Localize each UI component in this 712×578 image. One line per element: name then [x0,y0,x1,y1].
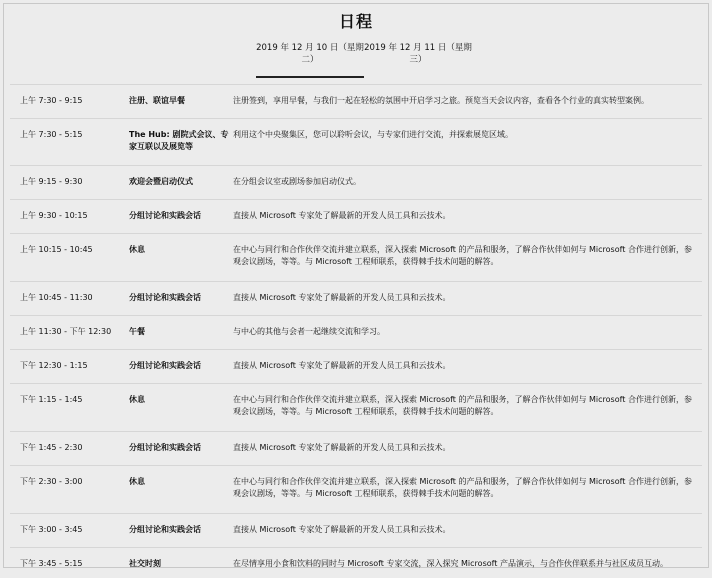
schedule-row [10,281,702,315]
schedule-row [10,315,702,349]
schedule-row [10,547,702,578]
session-time: 上午 9:30 - 10:15 [20,211,88,220]
session-time: 上午 11:30 - 下午 12:30 [20,327,112,336]
tab-dec-10[interactable]: 2019 年 12 月 10 日（星期二） [256,43,364,65]
session-description: 利用这个中央聚集区，您可以聆听会议，与专家们进行交流，并探索展览区域。 [233,130,513,139]
session-time: 上午 7:30 - 9:15 [20,96,83,105]
session-name: 分组讨论和实践会话 [129,361,201,370]
session-name: 休息 [129,395,145,404]
page-frame [3,3,709,568]
schedule-row [10,118,702,165]
session-name: 社交时刻 [129,559,161,568]
session-description: 与中心的其他与会者一起继续交流和学习。 [233,327,385,336]
session-name: 分组讨论和实践会话 [129,525,201,534]
schedule-table [10,84,702,568]
tab-dec-11[interactable]: 2019 年 12 月 11 日（星期三） [364,43,472,65]
session-name: 欢迎会暨启动仪式 [129,177,193,186]
session-name: 分组讨论和实践会话 [129,443,201,452]
session-time: 下午 1:15 - 1:45 [20,395,83,404]
session-time: 上午 10:15 - 10:45 [20,245,93,254]
session-name: 休息 [129,245,145,254]
date-tabs [256,42,486,78]
session-time: 下午 12:30 - 1:15 [20,361,88,370]
session-description: 在中心与同行和合作伙伴交流并建立联系，深入探索 Microsoft 的产品和服务，了解合作伙伴如何与 Microsoft 合作进行创新，参观会议剧场，等等。与 Microsoft 工程师联系，获得棘手技术问题的解答。 [233,245,692,266]
session-name: 午餐 [129,327,145,336]
session-description: 直接从 Microsoft 专家处了解最新的开发人员工具和云技术。 [233,211,451,220]
schedule-row [10,349,702,383]
session-name: 分组讨论和实践会话 [129,293,201,302]
session-description: 直接从 Microsoft 专家处了解最新的开发人员工具和云技术。 [233,293,451,302]
session-name: The Hub: 剧院式会议、专家互联以及展览等 [129,130,229,151]
session-description: 在尽情享用小食和饮料的同时与 Microsoft 专家交流，深入探究 Microsoft 产品演示，与合作伙伴联系并与社区成员互动。 [233,559,668,568]
session-description: 直接从 Microsoft 专家处了解最新的开发人员工具和云技术。 [233,361,451,370]
session-description: 直接从 Microsoft 专家处了解最新的开发人员工具和云技术。 [233,443,451,452]
session-description: 直接从 Microsoft 专家处了解最新的开发人员工具和云技术。 [233,525,451,534]
selected-tab-indicator [256,76,364,78]
session-name: 注册、联谊早餐 [129,96,185,105]
session-time: 上午 7:30 - 5:15 [20,130,83,139]
schedule-row [10,199,702,233]
session-name: 分组讨论和实践会话 [129,211,201,220]
session-time: 下午 3:00 - 3:45 [20,525,83,534]
session-description: 在中心与同行和合作伙伴交流并建立联系，深入探索 Microsoft 的产品和服务，了解合作伙伴如何与 Microsoft 合作进行创新，参观会议剧场，等等。与 Microsoft 工程师联系，获得棘手技术问题的解答。 [233,395,692,416]
session-description: 在分组会议室或剧场参加启动仪式。 [233,177,361,186]
session-time: 下午 2:30 - 3:00 [20,477,83,486]
schedule-row [10,465,702,513]
schedule-row [10,431,702,465]
session-time: 下午 1:45 - 2:30 [20,443,83,452]
session-time: 上午 10:45 - 11:30 [20,293,93,302]
schedule-row [10,513,702,547]
schedule-row [10,383,702,431]
page-title: 日程 [338,12,373,31]
schedule-row [10,84,702,118]
session-description: 注册签到，享用早餐，与我们一起在轻松的氛围中开启学习之旅。预览当天会议内容，查看各个行业的真实转型案例。 [233,96,649,105]
session-time: 下午 3:45 - 5:15 [20,559,83,568]
schedule-row [10,233,702,281]
session-description: 在中心与同行和合作伙伴交流并建立联系，深入探索 Microsoft 的产品和服务，了解合作伙伴如何与 Microsoft 合作进行创新，参观会议剧场，等等。与 Microsoft 工程师联系，获得棘手技术问题的解答。 [233,477,692,498]
session-name: 休息 [129,477,145,486]
session-time: 上午 9:15 - 9:30 [20,177,83,186]
schedule-row [10,165,702,199]
